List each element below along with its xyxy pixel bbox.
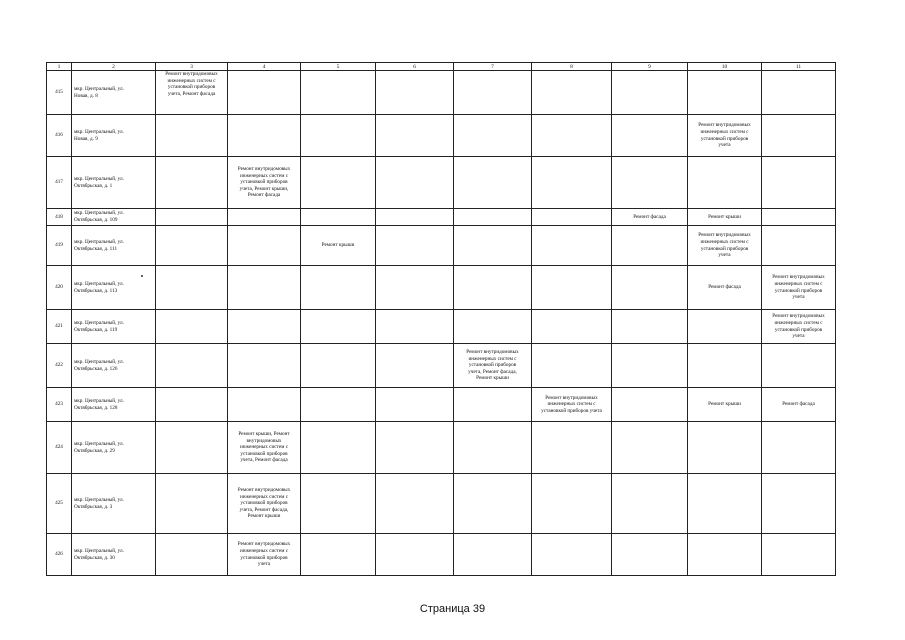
work-cell — [532, 474, 612, 534]
row-number: 417 — [47, 157, 72, 209]
column-header: 4 — [228, 63, 301, 71]
work-text: Ремонт внутридомовых инженерных систем с установкой приборов учета — [772, 274, 825, 301]
work-cell — [688, 534, 762, 576]
row-number: 421 — [47, 310, 72, 344]
table-row — [47, 115, 836, 157]
work-cell — [532, 422, 612, 474]
table-row — [47, 226, 836, 266]
work-cell — [612, 266, 688, 310]
work-cell — [612, 534, 688, 576]
work-text: Ремонт крыши — [708, 401, 741, 408]
work-cell — [612, 310, 688, 344]
work-cell — [228, 474, 301, 534]
work-cell — [228, 266, 301, 310]
work-cell — [301, 226, 376, 266]
column-header: 9 — [612, 63, 688, 71]
table-body — [47, 63, 836, 576]
work-cell — [156, 115, 228, 157]
work-cell — [532, 310, 612, 344]
work-cell — [156, 388, 228, 422]
work-text: Ремонт крыши — [708, 213, 741, 220]
work-cell — [688, 115, 762, 157]
page-number: Страница 39 — [419, 603, 486, 615]
work-cell — [301, 388, 376, 422]
work-cell — [454, 71, 532, 115]
table-row — [47, 388, 836, 422]
work-cell — [762, 209, 836, 226]
work-text: Ремонт фасада — [708, 284, 741, 291]
column-header: 1 — [47, 63, 72, 71]
work-cell — [301, 209, 376, 226]
work-cell — [301, 474, 376, 534]
address-text: мкр. Центральный, ул. Октябрьская, д. 126 — [74, 358, 124, 372]
work-cell — [454, 534, 532, 576]
table-row — [47, 474, 836, 534]
column-header: 11 — [762, 63, 836, 71]
work-cell — [454, 157, 532, 209]
work-cell — [532, 388, 612, 422]
work-cell — [301, 422, 376, 474]
work-cell — [156, 226, 228, 266]
work-cell — [532, 226, 612, 266]
work-cell — [156, 474, 228, 534]
column-header: 8 — [532, 63, 612, 71]
work-cell — [376, 226, 454, 266]
column-header: 5 — [301, 63, 376, 71]
work-cell — [376, 344, 454, 388]
header-row — [47, 63, 836, 71]
work-cell — [612, 209, 688, 226]
table-row — [47, 344, 836, 388]
work-cell — [228, 71, 301, 115]
work-cell — [228, 310, 301, 344]
table-row — [47, 157, 836, 209]
work-cell — [688, 209, 762, 226]
work-cell — [688, 388, 762, 422]
address-text: мкр. Центральный, ул. Октябрьская, д. 109 — [74, 210, 124, 223]
table-row — [47, 310, 836, 344]
work-cell — [376, 422, 454, 474]
address-text: мкр. Центральный, ул. Октябрьская, д. 128 — [74, 397, 124, 411]
work-cell — [532, 266, 612, 310]
row-number: 426 — [47, 534, 72, 576]
row-address — [72, 71, 156, 115]
work-cell — [228, 226, 301, 266]
work-cell — [762, 266, 836, 310]
work-cell — [532, 71, 612, 115]
address-text: мкр. Центральный, ул. Октябрьская, д. 119 — [74, 319, 124, 333]
work-text: Ремонт внутридомовых инженерных систем с установкой приборов учета — [698, 232, 751, 259]
work-cell — [156, 344, 228, 388]
row-number: 415 — [47, 71, 72, 115]
row-address — [72, 226, 156, 266]
work-cell — [156, 209, 228, 226]
table-row — [47, 534, 836, 576]
row-number: 425 — [47, 474, 72, 534]
address-text: мкр. Центральный, ул. Октябрьская, д. 113 — [74, 280, 124, 294]
table-row — [47, 209, 836, 226]
row-address — [72, 115, 156, 157]
work-cell — [156, 266, 228, 310]
work-cell — [376, 388, 454, 422]
work-cell — [688, 310, 762, 344]
work-text: Ремонт крыши — [321, 242, 355, 249]
work-cell — [454, 388, 532, 422]
work-cell — [454, 209, 532, 226]
work-text: Ремонт внутридомовых инженерных систем с установкой приборов учета, Ремонт фасада, Ремонт крыши — [237, 487, 291, 520]
work-cell — [454, 474, 532, 534]
work-cell — [762, 157, 836, 209]
work-cell — [612, 71, 688, 115]
work-cell — [762, 310, 836, 344]
work-cell — [228, 344, 301, 388]
work-cell — [532, 534, 612, 576]
row-number: 423 — [47, 388, 72, 422]
work-text: Ремонт фасада — [782, 401, 815, 408]
work-cell — [228, 388, 301, 422]
work-cell — [762, 474, 836, 534]
address-text: мкр. Центральный, ул. Октябрьская, д. 111 — [74, 238, 124, 252]
work-cell — [532, 344, 612, 388]
work-cell — [454, 310, 532, 344]
work-cell — [612, 388, 688, 422]
work-cell — [156, 534, 228, 576]
work-text: Ремонт внутридомовых инженерных систем с установкой приборов учета — [541, 394, 602, 414]
work-cell — [532, 209, 612, 226]
work-cell — [156, 71, 228, 115]
row-number: 420 — [47, 266, 72, 310]
row-number: 418 — [47, 209, 72, 226]
work-cell — [376, 71, 454, 115]
column-header: 6 — [376, 63, 454, 71]
table-row — [47, 266, 836, 310]
row-address — [72, 209, 156, 226]
work-text: Ремонт крыши, Ремонт внутридомовых инженерных систем с установкой приборов учета, Ремонт фасада — [238, 431, 290, 464]
work-cell — [301, 266, 376, 310]
work-cell — [612, 344, 688, 388]
address-text: мкр. Центральный, ул. Октябрьская, д. 29 — [74, 440, 124, 454]
work-cell — [688, 226, 762, 266]
work-cell — [301, 534, 376, 576]
address-text: мкр. Центральный, ул. Октябрьская, д. 30 — [74, 547, 124, 561]
address-text: мкр. Центральный, ул. Октябрьская, д. 1 — [74, 175, 124, 189]
work-cell — [688, 422, 762, 474]
work-cell — [532, 157, 612, 209]
work-cell — [688, 474, 762, 534]
work-cell — [612, 226, 688, 266]
row-number: 416 — [47, 115, 72, 157]
work-text: Ремонт внутридомовых инженерных систем с установкой приборов учета — [698, 122, 751, 149]
works-schedule-table — [46, 62, 836, 576]
work-cell — [762, 115, 836, 157]
work-cell — [376, 266, 454, 310]
work-cell — [762, 388, 836, 422]
address-text: мкр. Центральный, ул. Октябрьская, д. 3 — [74, 496, 124, 510]
work-cell — [376, 209, 454, 226]
column-header: 10 — [688, 63, 762, 71]
work-cell — [612, 157, 688, 209]
work-cell — [156, 422, 228, 474]
work-cell — [376, 310, 454, 344]
work-cell — [612, 422, 688, 474]
row-number: 424 — [47, 422, 72, 474]
work-text: Ремонт фасада — [633, 213, 666, 220]
column-header: 7 — [454, 63, 532, 71]
work-cell — [228, 209, 301, 226]
work-text: Ремонт внутридомовых инженерных систем с установкой приборов учета, Ремонт фасада — [165, 71, 218, 97]
work-cell — [301, 71, 376, 115]
work-cell — [532, 115, 612, 157]
work-cell — [612, 115, 688, 157]
work-cell — [228, 115, 301, 157]
work-cell — [454, 422, 532, 474]
work-cell — [762, 71, 836, 115]
row-address — [72, 344, 156, 388]
work-cell — [688, 71, 762, 115]
work-cell — [688, 344, 762, 388]
work-text: Ремонт внутридомовых инженерных систем с установкой приборов учета — [772, 313, 825, 340]
work-cell — [454, 226, 532, 266]
address-text: мкр. Центральный, ул. Новая, д. 9 — [74, 128, 124, 142]
row-address — [72, 388, 156, 422]
row-number: 419 — [47, 226, 72, 266]
work-cell — [612, 474, 688, 534]
work-cell — [376, 474, 454, 534]
work-cell — [301, 344, 376, 388]
work-cell — [376, 115, 454, 157]
column-header: 2 — [72, 63, 156, 71]
work-cell — [762, 226, 836, 266]
table-row — [47, 422, 836, 474]
work-cell — [301, 310, 376, 344]
stray-dot — [141, 275, 143, 277]
address-text: мкр. Центральный, ул. Новая, д. 8 — [74, 85, 124, 99]
work-cell — [688, 266, 762, 310]
work-cell — [156, 310, 228, 344]
work-text: Ремонт внутридомовых инженерных систем с установкой приборов учета — [237, 541, 291, 568]
row-address — [72, 474, 156, 534]
work-text: Ремонт внутридомовых инженерных систем с установкой приборов учета, Ремонт фасада, Ремонт крыши — [466, 349, 519, 382]
row-address — [72, 157, 156, 209]
work-cell — [454, 266, 532, 310]
work-cell — [454, 344, 532, 388]
work-cell — [228, 422, 301, 474]
row-address — [72, 266, 156, 310]
row-address — [72, 422, 156, 474]
work-cell — [301, 115, 376, 157]
row-address — [72, 534, 156, 576]
work-cell — [762, 534, 836, 576]
work-cell — [762, 422, 836, 474]
work-cell — [688, 157, 762, 209]
work-cell — [228, 157, 301, 209]
work-cell — [376, 534, 454, 576]
work-cell — [228, 534, 301, 576]
column-header: 3 — [156, 63, 228, 71]
work-text: Ремонт внутридомовых инженерных систем с установкой приборов учета, Ремонт крыши, Ремонт фасада — [237, 166, 291, 199]
row-address — [72, 310, 156, 344]
work-cell — [156, 157, 228, 209]
work-cell — [454, 115, 532, 157]
work-cell — [301, 157, 376, 209]
work-cell — [376, 157, 454, 209]
work-cell — [762, 344, 836, 388]
row-number: 422 — [47, 344, 72, 388]
table-row — [47, 71, 836, 115]
